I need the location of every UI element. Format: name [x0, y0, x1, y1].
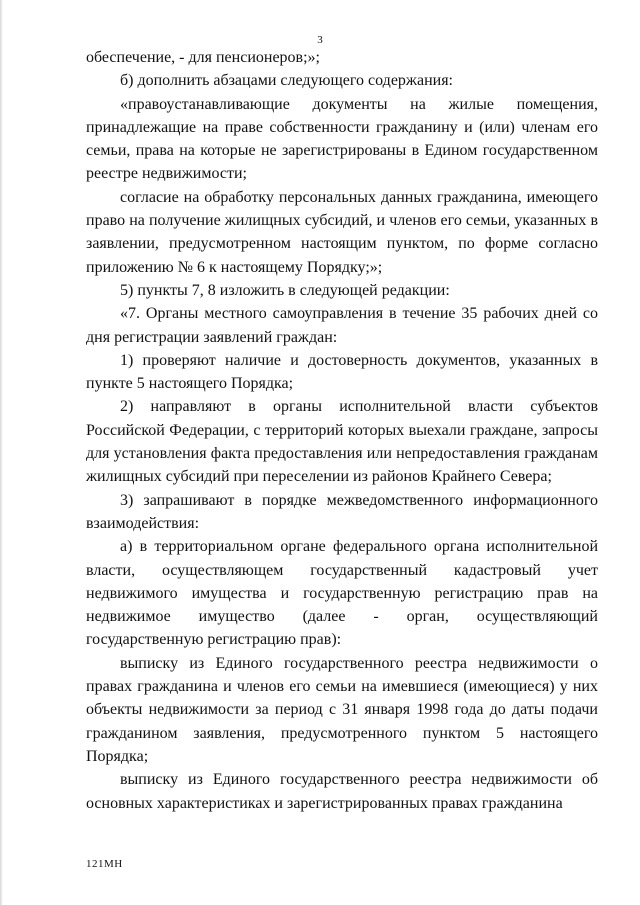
- paragraph: согласие на обработку персональных данных гражданина, имеющего право на получение жилищных субсидий, и членов его семьи, указанных в заявлении, предусмотренном настоящим пунктом, по форме согласно приложению № 6 к настоящему Порядку;»;: [86, 188, 598, 276]
- paragraph: «7. Органы местного самоуправления в течение 35 рабочих дней со дня регистрации заявлений граждан:: [86, 305, 598, 346]
- paragraph: 2) направляют в органы исполнительной власти субъектов Российской Федерации, с территорий которых выехали граждане, запросы для установления факта предоставления или непредоставления гражданам жилищных субсидий при переселении из районов Крайнего Севера;: [86, 398, 598, 486]
- paragraph: 3) запрашивают в порядке межведомственного информационного взаимодействия:: [86, 491, 598, 532]
- paragraph: 1) проверяют наличие и достоверность документов, указанных в пункте 5 настоящего Порядка;: [86, 351, 598, 393]
- paragraph: 5) пункты 7, 8 изложить в следующей редакции:: [120, 281, 450, 299]
- paragraph: «правоустанавливающие документы на жилые помещения, принадлежащие на праве собственности гражданину и (или) членам его семьи, права на которые не зарегистрированы в Едином государственном реестре недвижимости;: [86, 95, 598, 183]
- document-body: [86, 46, 598, 815]
- document-code: 121МН: [86, 858, 123, 870]
- scan-edge: [0, 0, 3, 905]
- paragraph: выписку из Единого государственного реестра недвижимости о правах гражданина и членов его семьи на имевшиеся (имеющиеся) у них объекты недвижимости за период с 31 января 1998 года до даты подачи гражданином заявления, предусмотренного пунктом 5 настоящего Порядка;: [86, 654, 598, 765]
- paragraph: б) дополнить абзацами следующего содержания:: [120, 72, 453, 90]
- paragraph: выписку из Единого государственного реестра недвижимости об основных характеристиках и зарегистрированных правах гражданина: [86, 771, 598, 812]
- paragraph: а) в территориальном органе федерального органа исполнительной власти, осуществляющем государственный кадастровый учет недвижимого имущества и государственную регистрацию прав на недвижимое имущество (далее - орган, осуществляющий государственную регистрацию прав):: [86, 538, 598, 649]
- page-number: 3: [317, 34, 323, 46]
- paragraph: обеспечение, - для пенсионеров;»;: [86, 49, 320, 66]
